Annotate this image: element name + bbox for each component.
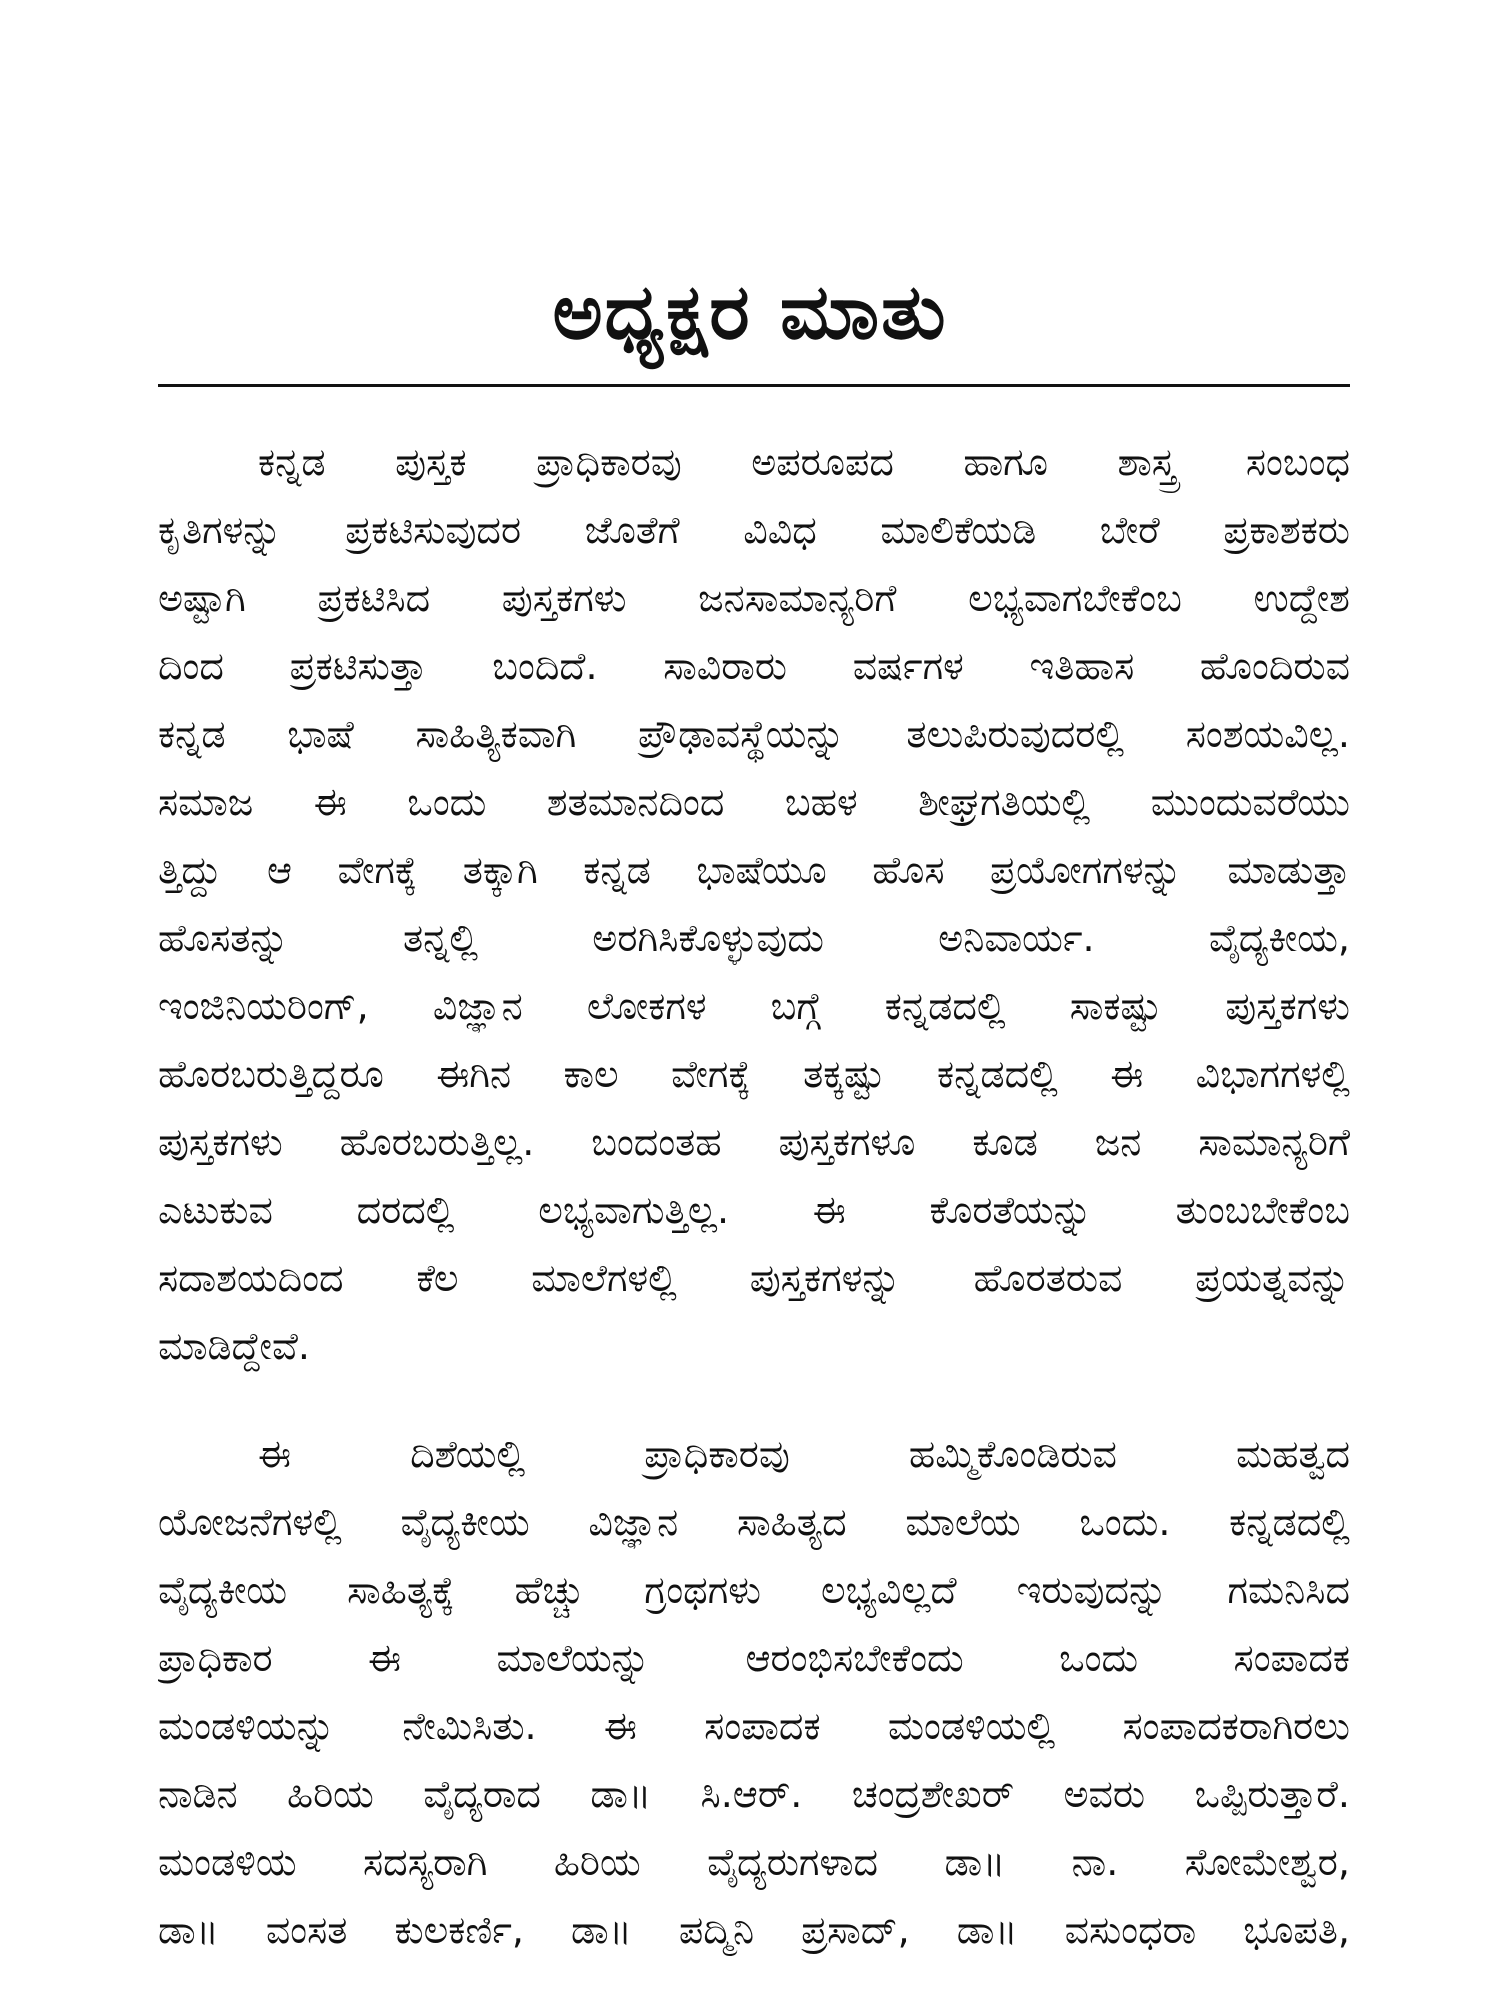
text-line: ಪುಸ್ತಕಗಳು ಹೊರಬರುತ್ತಿಲ್ಲ. ಬಂದಂತಹ ಪುಸ್ತಕಗಳೂ ಕೂಡ ಜನ ಸಾಮಾನ್ಯರಿಗೆ [158, 1120, 1350, 1164]
text-line: ಈ ದಿಶೆಯಲ್ಲಿ ಪ್ರಾಧಿಕಾರವು ಹಮ್ಮಿಕೊಂಡಿರುವ ಮಹತ್ವದ [258, 1432, 1350, 1476]
text-line: ಎಟುಕುವ ದರದಲ್ಲಿ ಲಭ್ಯವಾಗುತ್ತಿಲ್ಲ. ಈ ಕೊರತೆಯನ್ನು ತುಂಬಬೇಕೆಂಬ [158, 1188, 1350, 1232]
text-line: ಕೃತಿಗಳನ್ನು ಪ್ರಕಟಿಸುವುದರ ಜೊತೆಗೆ ವಿವಿಧ ಮಾಲಿಕೆಯಡಿ ಬೇರೆ ಪ್ರಕಾಶಕರು [158, 508, 1350, 552]
paragraph-1 [158, 428, 1350, 1380]
text-line: ಕನ್ನಡ ಭಾಷೆ ಸಾಹಿತ್ಯಿಕವಾಗಿ ಪ್ರೌಢಾವಸ್ಥೆಯನ್ನು ತಲುಪಿರುವುದರಲ್ಲಿ ಸಂಶಯವಿಲ್ಲ. [158, 712, 1350, 756]
paragraph-2 [158, 1420, 1350, 1964]
text-line: ನಾಡಿನ ಹಿರಿಯ ವೈದ್ಯರಾದ ಡಾ॥ ಸಿ.ಆರ್. ಚಂದ್ರಶೇಖರ್ ಅವರು ಒಪ್ಪಿರುತ್ತಾರೆ. [158, 1772, 1350, 1816]
title-underline [158, 384, 1350, 387]
text-line: ದಿಂದ ಪ್ರಕಟಿಸುತ್ತಾ ಬಂದಿದೆ. ಸಾವಿರಾರು ವರ್ಷಗಳ ಇತಿಹಾಸ ಹೊಂದಿರುವ [158, 644, 1350, 688]
text-line: ತ್ತಿದ್ದು ಆ ವೇಗಕ್ಕೆ ತಕ್ಕಾಗಿ ಕನ್ನಡ ಭಾಷೆಯೂ ಹೊಸ ಪ್ರಯೋಗಗಳನ್ನು ಮಾಡುತ್ತಾ [158, 848, 1350, 892]
text-line: ವೈದ್ಯಕೀಯ ಸಾಹಿತ್ಯಕ್ಕೆ ಹೆಚ್ಚು ಗ್ರಂಥಗಳು ಲಭ್ಯವಿಲ್ಲದೆ ಇರುವುದನ್ನು ಗಮನಿಸಿದ [158, 1568, 1350, 1612]
text-line: ಮಂಡಳಿಯನ್ನು ನೇಮಿಸಿತು. ಈ ಸಂಪಾದಕ ಮಂಡಳಿಯಲ್ಲಿ ಸಂಪಾದಕರಾಗಿರಲು [158, 1704, 1350, 1748]
text-line: ಹೊರಬರುತ್ತಿದ್ದರೂ ಈಗಿನ ಕಾಲ ವೇಗಕ್ಕೆ ತಕ್ಕಷ್ಟು ಕನ್ನಡದಲ್ಲಿ ಈ ವಿಭಾಗಗಳಲ್ಲಿ [158, 1052, 1350, 1096]
text-line: ಇಂಜಿನಿಯರಿಂಗ್, ವಿಜ್ಞಾನ ಲೋಕಗಳ ಬಗ್ಗೆ ಕನ್ನಡದಲ್ಲಿ ಸಾಕಷ್ಟು ಪುಸ್ತಕಗಳು [158, 984, 1350, 1028]
paragraph-gap [158, 1380, 1350, 1420]
text-line: ಡಾ॥ ವಂಸತ ಕುಲಕರ್ಣಿ, ಡಾ॥ ಪದ್ಮಿನಿ ಪ್ರಸಾದ್, ಡಾ॥ ವಸುಂಧರಾ ಭೂಪತಿ, [158, 1908, 1350, 1952]
text-line: ಸಮಾಜ ಈ ಒಂದು ಶತಮಾನದಿಂದ ಬಹಳ ಶೀಘ್ರಗತಿಯಲ್ಲಿ ಮುಂದುವರೆಯು [158, 780, 1350, 824]
text-line: ಹೊಸತನ್ನು ತನ್ನಲ್ಲಿ ಅರಗಿಸಿಕೊಳ್ಳುವುದು ಅನಿವಾರ್ಯ. ವೈದ್ಯಕೀಯ, [158, 916, 1350, 960]
text-line: ಯೋಜನೆಗಳಲ್ಲಿ ವೈದ್ಯಕೀಯ ವಿಜ್ಞಾನ ಸಾಹಿತ್ಯದ ಮಾಲೆಯ ಒಂದು. ಕನ್ನಡದಲ್ಲಿ [158, 1500, 1350, 1544]
body-text [158, 428, 1350, 1964]
text-line: ಸದಾಶಯದಿಂದ ಕೆಲ ಮಾಲೆಗಳಲ್ಲಿ ಪುಸ್ತಕಗಳನ್ನು ಹೊರತರುವ ಪ್ರಯತ್ನವನ್ನು [158, 1256, 1350, 1300]
text-line: ಮಾಡಿದ್ದೇವೆ. [158, 1324, 310, 1368]
text-line: ಕನ್ನಡ ಪುಸ್ತಕ ಪ್ರಾಧಿಕಾರವು ಅಪರೂಪದ ಹಾಗೂ ಶಾಸ್ತ್ರ ಸಂಬಂಧ [258, 440, 1350, 484]
text-line: ಮಂಡಳಿಯ ಸದಸ್ಯರಾಗಿ ಹಿರಿಯ ವೈದ್ಯರುಗಳಾದ ಡಾ॥ ನಾ. ಸೋಮೇಶ್ವರ, [158, 1840, 1350, 1884]
text-line: ಪ್ರಾಧಿಕಾರ ಈ ಮಾಲೆಯನ್ನು ಆರಂಭಿಸಬೇಕೆಂದು ಒಂದು ಸಂಪಾದಕ [158, 1636, 1350, 1680]
text-line: ಅಷ್ಟಾಗಿ ಪ್ರಕಟಿಸಿದ ಪುಸ್ತಕಗಳು ಜನಸಾಮಾನ್ಯರಿಗೆ ಲಭ್ಯವಾಗಬೇಕೆಂಬ ಉದ್ದೇಶ [158, 576, 1350, 620]
page-title: ಅಧ್ಯಕ್ಷರ ಮಾತು [552, 267, 948, 356]
